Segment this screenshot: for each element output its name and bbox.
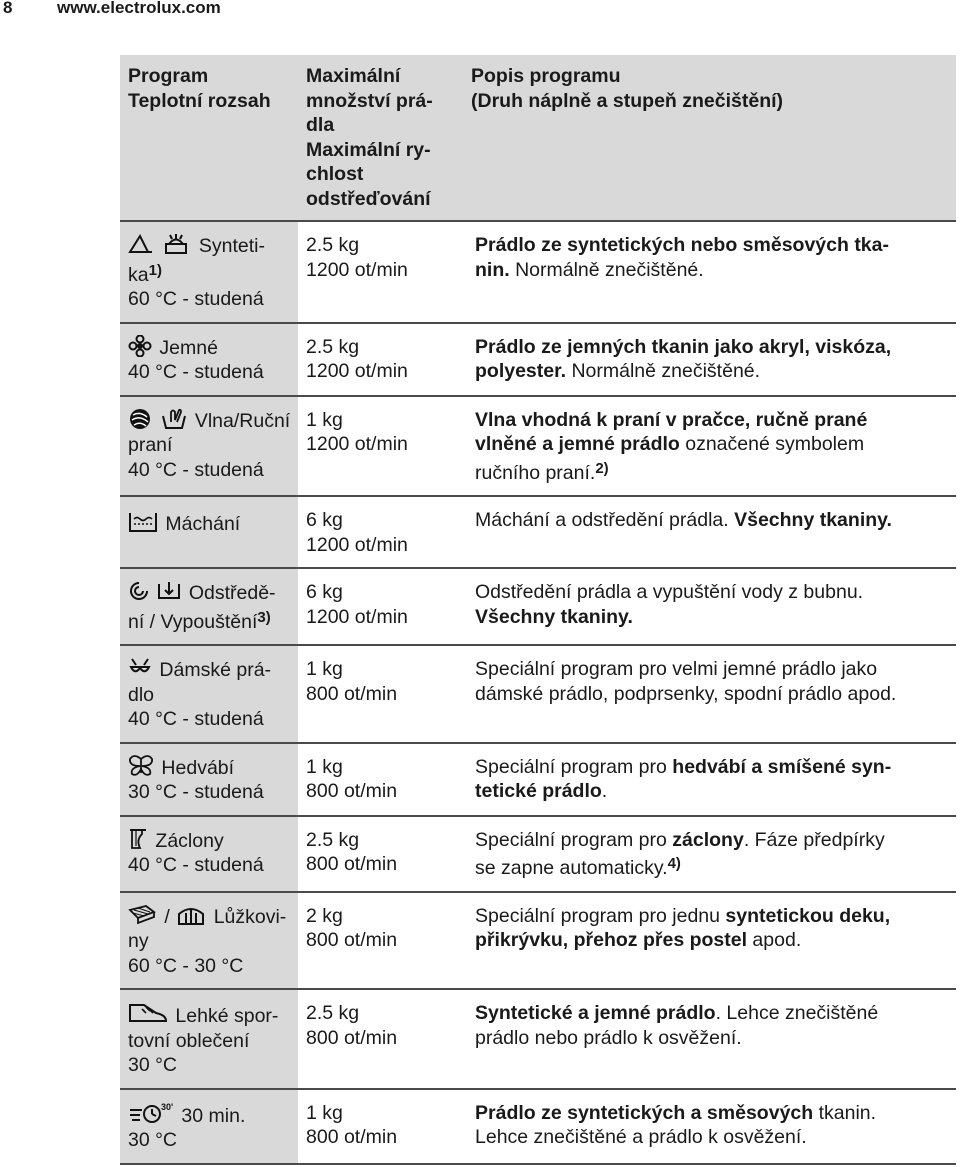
temperature-range: 30 °C - studená (128, 781, 264, 803)
table-row (120, 323, 956, 396)
table-row (120, 989, 956, 1089)
header-program: Program Teplotní rozsah (120, 55, 298, 221)
max-load: 1 kg (306, 408, 343, 431)
capacity-cell (298, 221, 463, 323)
capacity-cell (298, 816, 463, 892)
temperature-range: 40 °C - studená (128, 854, 264, 876)
temperature-range: 40 °C - studená (128, 458, 264, 481)
max-spin: 800 ot/min (306, 682, 398, 705)
description-cell: Vlna vhodná k praní v pračce, ručně prané vlněné a jemné prádlo označené symbolem ručního praní.$^{2)}$ (463, 396, 956, 497)
capacity-cell (298, 743, 463, 816)
program-name: Máchání (165, 513, 241, 535)
sport-shoe-icon (128, 1001, 168, 1025)
program-cell (120, 743, 298, 816)
table-row (120, 496, 956, 568)
max-load: 6 kg (306, 509, 343, 531)
max-load: 1 kg (306, 658, 343, 680)
description-cell: Speciální program pro velmi jemné prádlo jako dámské prádlo, podprsenky, spodní prádlo apod. (463, 645, 956, 743)
triangle-pot-icon (128, 233, 156, 255)
temperature-range: 30 °C (128, 1054, 177, 1076)
program-name: Jemné (159, 336, 218, 359)
temperature-range: 60 °C - 30 °C (128, 954, 244, 977)
capacity-cell (298, 989, 463, 1089)
max-load: 2 kg (306, 904, 343, 927)
capacity-cell (298, 396, 463, 497)
capacity-cell (298, 568, 463, 645)
table-row (120, 892, 956, 990)
program-cell: Synteti- $ka^{1)}$ 60 °C - studená (120, 221, 298, 323)
table-row (120, 568, 956, 645)
program-cell: / Lůžkovi- ny 60 °C - 30 °C (120, 892, 298, 990)
lingerie-icon (128, 657, 152, 679)
program-name: Dámské prá- (159, 659, 272, 681)
max-load: 1 kg (306, 1101, 343, 1124)
max-spin: 1200 ot/min (306, 533, 408, 556)
table-row (120, 221, 956, 323)
website-url: www.electrolux.com (57, 0, 221, 17)
rinse-icon (128, 511, 158, 533)
max-spin: 800 ot/min (306, 1026, 398, 1049)
page-header (0, 0, 960, 22)
svg-text:30': 30' (161, 1101, 174, 1112)
capacity-cell (298, 496, 463, 568)
program-cell: Vlna/Ruční praní 40 °C - studená (120, 396, 298, 497)
table-row (120, 645, 956, 743)
program-cell (120, 1089, 298, 1164)
program-name: Odstředě- (188, 582, 276, 604)
footnote-marker: 1) (148, 261, 162, 279)
max-spin: 800 ot/min (306, 929, 398, 951)
program-cell: Dámské prá- dlo 40 °C - studená (120, 645, 298, 743)
temperature-range: 30 °C (128, 1129, 177, 1151)
description-cell: Prádlo ze jemných tkanin jako akryl, viskóza, polyester. Normálně znečištěné. (463, 323, 956, 396)
max-load: 6 kg (306, 581, 343, 603)
max-spin: 800 ot/min (306, 780, 398, 802)
capacity-cell (298, 892, 463, 990)
spin-icon (128, 580, 150, 602)
table-row (120, 743, 956, 816)
program-name: Synteti- (198, 235, 265, 257)
capacity-cell (298, 645, 463, 743)
max-load: 2.5 kg (306, 234, 360, 256)
description-cell: Máchání a odstředění prádla. Všechny tkaniny. (463, 496, 956, 568)
table-row (120, 816, 956, 892)
curtain-icon (128, 828, 148, 850)
hand-wash-icon (161, 408, 187, 430)
iron-icon (163, 233, 191, 255)
page-number: 8 (3, 0, 13, 17)
table-row (120, 1089, 956, 1164)
wool-icon (128, 408, 154, 430)
butterfly-icon (128, 755, 154, 777)
program-name: Lůžkovi- (213, 905, 287, 928)
capacity-cell (298, 323, 463, 396)
program-name: Záclony (155, 829, 224, 852)
temperature-range: 40 °C - studená (128, 361, 264, 383)
program-name: Lehké spor- (175, 1005, 279, 1027)
icon-separator: / (164, 905, 170, 928)
header-description: Popis programu (Druh náplně a stupeň znečištění) (463, 55, 956, 221)
temperature-range: 60 °C - studená (128, 288, 264, 310)
table-header-row (120, 55, 956, 221)
bedding-icon (176, 904, 206, 926)
header-capacity: Maximální množství prá- dla Maximální ry- chlost odstřeďování (298, 55, 463, 221)
description-cell: Syntetické a jemné prádlo. Lehce znečištěné prádlo nebo prádlo k osvěžení. (463, 989, 956, 1089)
footnote-marker: 3) (257, 608, 271, 626)
description-cell: Speciální program pro hedvábí a smíšené syn- tetické prádlo. (463, 743, 956, 816)
drain-icon (157, 580, 181, 602)
temperature-range: 40 °C - studená (128, 708, 264, 730)
max-load: 2.5 kg (306, 828, 360, 851)
max-load: 2.5 kg (306, 335, 360, 358)
description-cell: Speciální program pro jednu syntetickou deku, přikrývku, přehoz přes postel apod. (463, 892, 956, 990)
description-cell: Speciální program pro záclony. Fáze předpírky se zapne automaticky.$^{4)}$ (463, 816, 956, 892)
program-table (120, 55, 956, 1165)
max-spin: 1200 ot/min (306, 605, 408, 628)
max-spin: 800 ot/min (306, 1126, 398, 1148)
max-spin: 800 ot/min (306, 853, 398, 875)
quick-30-icon (128, 1101, 174, 1125)
program-cell: Odstředě- ní / Vypouštění$^{3)}$ (120, 568, 298, 645)
max-load: 1 kg (306, 755, 343, 778)
program-cell (120, 496, 298, 568)
program-cell (120, 816, 298, 892)
description-cell: Prádlo ze syntetických nebo směsových tka- nin. Normálně znečištěné. (463, 221, 956, 323)
program-name: 30 min. (181, 1104, 246, 1127)
max-load: 2.5 kg (306, 1002, 360, 1024)
flower-icon (128, 335, 152, 357)
description-cell: Odstředění prádla a vypuštění vody z bubnu. Všechny tkaniny. (463, 568, 956, 645)
program-name: Hedvábí (161, 756, 235, 779)
footnote-marker: 4) (667, 855, 681, 872)
program-cell (120, 323, 298, 396)
program-name: Vlna/Ruční (194, 409, 291, 432)
max-spin: 1200 ot/min (306, 433, 408, 455)
capacity-cell (298, 1089, 463, 1164)
max-spin: 1200 ot/min (306, 258, 408, 281)
footnote-marker: 2) (595, 459, 609, 477)
max-spin: 1200 ot/min (306, 360, 408, 382)
description-cell: Prádlo ze syntetických a směsových tkanin. Lehce znečištěné a prádlo k osvěžení. (463, 1089, 956, 1164)
duvet-icon (128, 904, 156, 926)
program-cell: Lehké spor- tovní oblečení 30 °C (120, 989, 298, 1089)
table-row (120, 396, 956, 497)
